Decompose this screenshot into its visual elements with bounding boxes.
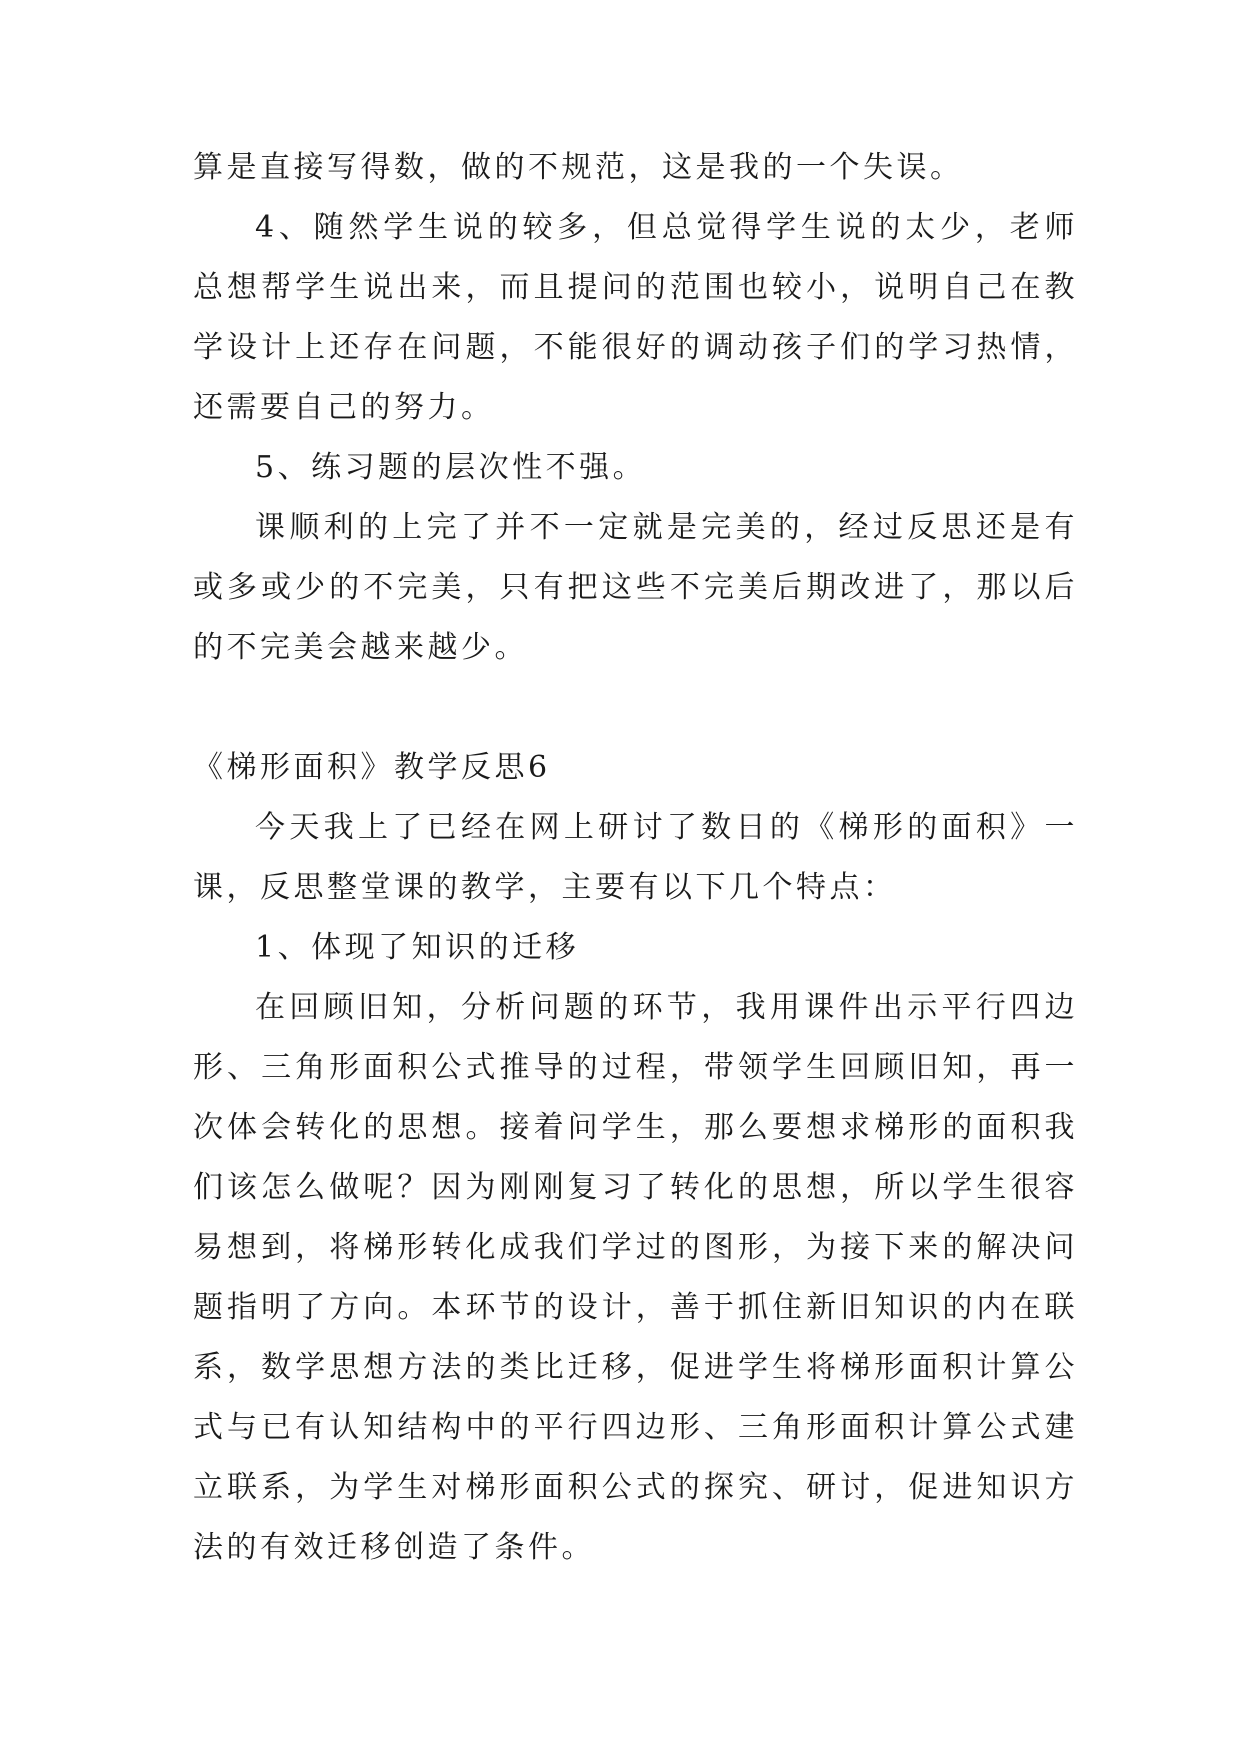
section-gap	[193, 678, 1078, 738]
document-body	[193, 138, 1078, 1578]
paragraph-intro: 今天我上了已经在网上研讨了数日的《梯形的面积》一课，反思整堂课的教学，主要有以下几个特点：	[193, 810, 1078, 905]
paragraph-continuation: 算是直接写得数，做的不规范，这是我的一个失误。	[193, 150, 964, 185]
paragraph-item-4: 4、随然学生说的较多，但总觉得学生说的太少，老师总想帮学生说出来，而且提问的范围也较小，说明自己在教学设计上还存在问题，不能很好的调动孩子们的学习热情，还需要自己的努力。	[193, 210, 1078, 425]
paragraph-conclusion: 课顺利的上完了并不一定就是完美的，经过反思还是有或多或少的不完美，只有把这些不完美后期改进了，那以后的不完美会越来越少。	[193, 510, 1078, 665]
paragraph-point-1-detail: 在回顾旧知，分析问题的环节，我用课件出示平行四边形、三角形面积公式推导的过程，带领学生回顾旧知，再一次体会转化的思想。接着问学生，那么要想求梯形的面积我们该怎么做呢？因为刚刚复习了转化的思想，所以学生很容易想到，将梯形转化成我们学过的图形，为接下来的解决问题指明了方向。本环节的设计，善于抓住新旧知识的内在联系，数学思想方法的类比迁移，促进学生将梯形面积计算公式与已有认知结构中的平行四边形、三角形面积计算公式建立联系，为学生对梯形面积公式的探究、研讨，促进知识方法的有效迁移创造了条件。	[193, 990, 1078, 1565]
paragraph-point-1: 1、体现了知识的迁移	[255, 930, 580, 965]
section-title: 《梯形面积》教学反思6	[193, 750, 551, 785]
paragraph-item-5: 5、练习题的层次性不强。	[255, 450, 647, 485]
